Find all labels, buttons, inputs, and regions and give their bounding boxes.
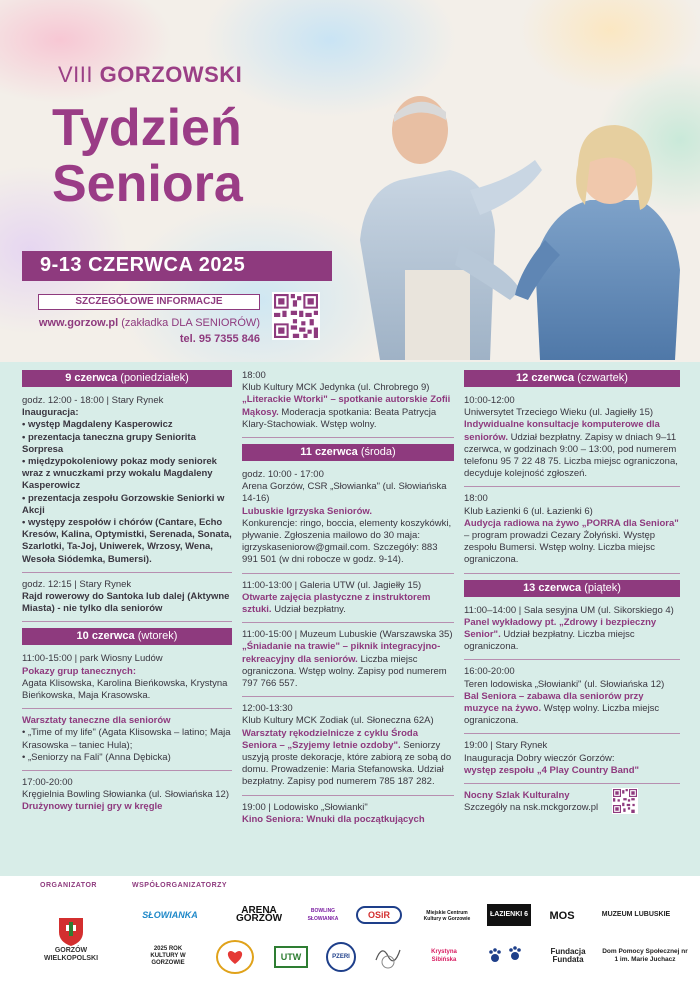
rok-kultury-logo: 2025 ROK KULTURY W GORZOWIE: [150, 945, 186, 966]
day-header-13: 13 czerwca (piątek): [464, 580, 680, 597]
sponsors-footer: [0, 876, 700, 990]
event-night-trail: [464, 790, 680, 820]
event-meta: 12:00-13:30: [242, 703, 293, 715]
mos-logo: MOS: [549, 910, 575, 922]
signature-logo: [370, 938, 406, 974]
event-text: Agata Klisowska, Karolina Bieńkowska, Krystyna Bieńkowska, Maja Krasowska.: [22, 677, 228, 702]
event-dates: 9-13 CZERWCA 2025: [22, 251, 332, 281]
event-title: Audycja radiowa na żywo „PORRA dla Seniora": [464, 517, 679, 529]
event-line: • „Time of my life" (Agata Klisowska – latino; Maja Krasowska – taniec Hula);: [22, 727, 231, 751]
event-radio-broadcast: [464, 493, 680, 573]
qr-code-icon[interactable]: [612, 788, 638, 814]
event-title: „Śniadanie na trawie" – piknik integracyjno-rekreacyjny dla seniorów.: [242, 641, 441, 665]
event-place: Kręgielnia Bowling Słowianka (ul. Słowiańska 12): [22, 789, 229, 801]
partner-badge-logo: [216, 940, 254, 974]
dps-logo: Dom Pomocy Społecznej nr 1 im. Marie Juchacz: [602, 948, 688, 963]
event-title: Warsztaty taneczne dla seniorów: [22, 715, 171, 727]
event-lecture-panel: [464, 605, 680, 661]
event-title: Panel wykładowy pt. „Zdrowy i bezpieczny Senior".: [464, 616, 657, 641]
event-title: Drużynowy turniej gry w kręgle: [22, 801, 163, 813]
event-title: Bal Seniora – zabawa dla seniorów przy muzyce na żywo.: [464, 690, 644, 715]
paws-logo: [484, 942, 530, 970]
event-title: Otwarte zajęcia plastyczne z instruktorem sztuki.: [242, 591, 431, 616]
coorganizers-label: WSPÓŁORGANIZATORZY: [132, 882, 228, 889]
event-text: Konkurencje: ringo, boccia, elementy koszykówki, pływanie. Zgłoszenia mailowo do 30 maja: igrzyskaseniorow@gmail.com. Szczegóły: 883 991 501 (w dni robocze w godz. 9-14).: [242, 517, 452, 566]
event-title: Indywidualne konsultacje komputerowe dla seniorów.: [464, 419, 660, 443]
event-title: Nocny Szlak Kulturalny: [464, 790, 570, 802]
gorzow-coat-of-arms-logo: GORZÓW WIELKOPOLSKI: [46, 910, 96, 970]
event-title: występ zespołu „4 Play Country Band": [464, 764, 640, 776]
day-header-11: 11 czerwca (środa): [242, 444, 454, 461]
utw-logo: UTW: [274, 946, 308, 968]
mck-logo: Miejskie Centrum Kultury w Gorzowie: [423, 910, 471, 922]
lazienki-logo: ŁAZIENKI 6: [487, 904, 531, 926]
slowianka-logo: SŁOWIANKA: [142, 910, 198, 920]
event-dance-shows: [22, 653, 232, 709]
day-header-9: 9 czerwca (poniedziałek): [22, 370, 232, 387]
website-link[interactable]: www.gorzow.pl (zakładka DLA SENIORÓW): [38, 317, 260, 329]
event-text: Udział bezpłatny. Zapisy w dniach 9–11 czerwca, w godzinach 9:00 – 13:00, pod numerem telefonu 95 7 22 48 75. Liczba miejsc ograniczona, decyduje kolejność zgłoszeń.: [464, 431, 678, 480]
event-meta: godz. 10:00 - 17:00: [242, 469, 324, 481]
arena-gorzow-logo: ARENA GORZÓW: [235, 905, 283, 924]
event-text: Seniorzy uszyją proste dekoracje, które zabiorą ze sobą do domu. Prowadzenie: Maria Stefanowska. Udział bezpłatny. Zapisy pod numerem 785 187 282.: [242, 739, 452, 788]
event-art-class: [242, 580, 454, 624]
event-meta: godz. 12:00 - 18:00 | Stary Rynek: [22, 395, 164, 406]
event-meta: 19:00 | Stary Rynek: [464, 740, 548, 752]
event-place: Klub Kultury MCK Zodiak (ul. Słoneczna 62A): [242, 715, 434, 727]
event-meta: 18:00: [242, 370, 266, 381]
event-text: Wstęp wolny. Liczba miejsc ograniczona.: [464, 703, 660, 727]
handwritten-logo-icon: [372, 940, 404, 972]
edition-label: VIII GORZOWSKI: [58, 62, 243, 87]
schedule-column-1: [22, 370, 232, 826]
fundata-logo: Fundacja Fundata: [550, 947, 586, 964]
organizer-label: ORGANIZATOR: [40, 882, 97, 889]
event-line: • międzypokoleniowy pokaz mody seniorek wraz z wnuczkami przy wokalu Magdaleny Kasperowicz: [22, 456, 217, 492]
day-header-10: 10 czerwca (wtorek): [22, 628, 232, 645]
event-place: Teren lodowiska „Słowianki" (ul. Słowiańska 12): [464, 678, 665, 690]
event-line: • prezentacja taneczna grupy Seniorita Sorpresa: [22, 431, 196, 455]
qr-code-icon[interactable]: [272, 292, 320, 340]
event-text: Liczba miejsc ograniczona. Wstęp wolny. Zapisy pod numerem 797 766 557.: [242, 653, 447, 690]
event-senior-games: [242, 469, 454, 574]
event-meta: 11:00-15:00 | park Wiosny Ludów: [22, 653, 163, 665]
sibinska-logo: Krystyna Sibińska: [431, 949, 457, 963]
event-title: Warsztaty rękodzielnicze z cyklu Środa Seniora – „Szyjemy letnie ozdoby".: [242, 727, 418, 751]
event-meta: 11:00-15:00 | Muzeum Lubuskie (Warszawska 35): [242, 629, 453, 641]
event-bike-rally: [22, 579, 232, 623]
event-country-concert: [464, 740, 680, 784]
event-computer-consultations: [464, 395, 680, 487]
phone-number: tel. 95 7355 846: [179, 333, 260, 345]
event-meta: godz. 12:15 | Stary Rynek: [22, 578, 132, 590]
heart-hands-icon: [225, 947, 245, 967]
event-meta: 18:00: [464, 493, 488, 505]
schedule-column-3: [464, 370, 680, 826]
event-inauguration: [22, 395, 232, 573]
event-meta: 10:00-12:00: [464, 395, 515, 406]
event-title: [52, 100, 243, 212]
title-line-1: Tydzień: [52, 99, 242, 157]
event-line: • prezentacja zespołu Gorzowskie Seniorki w Akcji: [22, 492, 225, 516]
event-place: Klub Łazienki 6 (ul. Łazienki 6): [464, 505, 593, 517]
seniors-dancing-photo: [320, 70, 700, 360]
day-header-12: 12 czerwca (czwartek): [464, 370, 680, 387]
event-bowling: [22, 777, 232, 820]
event-title: Lubuskie Igrzyska Seniorów.: [242, 505, 373, 517]
event-line: • „Seniorzy na Fali" (Anna Dębicka): [22, 751, 171, 763]
event-text: – program prowadzi Cezary Żołyński. Występ zespołu Bumersi. Wstęp wolny. Liczba miejsc ograniczona.: [464, 530, 656, 566]
title-line-2: Seniora: [52, 155, 243, 213]
event-text: Udział bezpłatny.: [271, 604, 346, 616]
event-meta: 16:00-20:00: [464, 666, 515, 678]
paw-prints-icon: [487, 944, 527, 968]
event-meta: 11:00–14:00 | Sala sesyjna UM (ul. Sikorskiego 4): [464, 604, 674, 616]
event-text: Udział bezpłatny. Liczba miejsc ograniczona.: [464, 629, 635, 653]
event-title: Pokazy grup tanecznych:: [22, 665, 137, 677]
bowling-slowianka-logo: BOWLING SŁOWIANKA: [307, 908, 339, 922]
schedule-column-2: [242, 370, 454, 838]
event-place: Inauguracja Dobry wieczór Gorzów:: [464, 752, 615, 764]
event-title: Rajd rowerowy do Santoka lub dalej (Aktywne Miasta) - nie tylko dla seniorów: [22, 591, 230, 615]
event-line: • występ Magdaleny Kasperowicz: [22, 419, 173, 431]
pzeri-logo: PZERI: [326, 942, 356, 972]
event-place: Uniwersytet Trzeciego Wieku (ul. Jagiełły 15): [464, 407, 654, 419]
event-senior-ball: [464, 666, 680, 734]
event-cinema: [242, 802, 454, 832]
event-place: Klub Kultury MCK Jedynka (ul. Chrobrego 9): [242, 382, 430, 394]
event-text: Moderacja spotkania: Beata Patrycja Klary-Stachowiak. Wstęp wolny.: [242, 406, 437, 430]
event-place: Arena Gorzów, CSR „Słowianka" (ul. Słowiańska 14-16): [242, 481, 447, 505]
info-label: SZCZEGÓŁOWE INFORMACJE: [38, 294, 260, 310]
event-dance-workshops: [22, 715, 232, 771]
coat-of-arms-icon: [58, 917, 84, 947]
event-title: Kino Seniora: Wnuki dla początkujących: [242, 813, 425, 825]
event-title: Inauguracja:: [22, 407, 79, 419]
event-literary-tuesday: [242, 370, 454, 438]
event-crafts-workshop: [242, 703, 454, 795]
event-meta: 17:00-20:00: [22, 777, 73, 789]
muzeum-lubuskie-logo: MUZEUM LUBUSKIE: [601, 911, 671, 918]
event-meta: 19:00 | Lodowisko „Słowianki": [242, 801, 368, 813]
event-title: „Literackie Wtorki" – spotkanie autorskie Zofii Mąkosy.: [242, 394, 451, 418]
osir-logo: OSiR: [356, 906, 402, 924]
event-text[interactable]: Szczegóły na nsk.mckgorzow.pl: [464, 802, 599, 814]
event-meta: 11:00-13:00 | Galeria UTW (ul. Jagiełły 15): [242, 579, 422, 591]
event-line: • występy zespołów i chórów (Cantare, Echo Kresów, Kalina, Optymistki, Serenada, Sonata, Szarlotki, Ta-Joj, Uniwerek, Wrzosy, Wena, Wesoła Siódemka, Bumersi).: [22, 517, 232, 565]
event-picnic: [242, 629, 454, 697]
